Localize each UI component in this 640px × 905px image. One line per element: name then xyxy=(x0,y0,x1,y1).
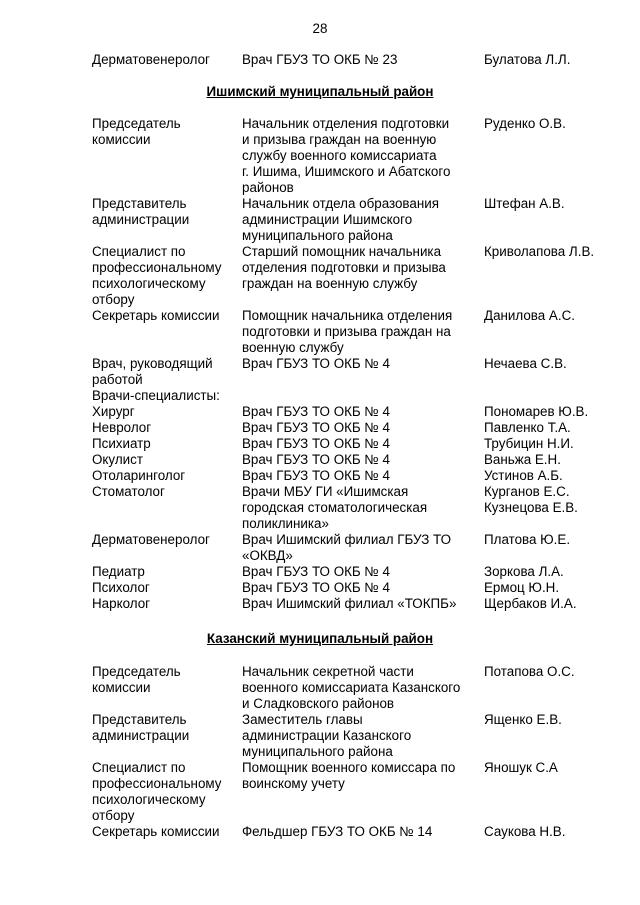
member-role-line: Председатель xyxy=(92,664,181,679)
member-organization-line: и призыва граждан на военную xyxy=(242,132,437,147)
member-role xyxy=(92,116,240,148)
member-name-line: Ермоц Ю.Н. xyxy=(484,580,560,595)
member-organization-line: Фельдшер ГБУЗ ТО ОКБ № 14 xyxy=(242,824,433,839)
member-name xyxy=(484,404,634,420)
member-organization-line: Начальник секретной части xyxy=(242,664,414,679)
member-role-line: Педиатр xyxy=(92,564,145,579)
member-role-line: Хирург xyxy=(92,404,135,419)
member-role-line: профессиональному xyxy=(92,776,222,791)
member-organization-line: Врач Ишимский филиал «ТОКПБ» xyxy=(242,596,457,611)
member-name-line: Щербаков И.А. xyxy=(484,596,577,611)
member-organization-line: отделения подготовки и призыва xyxy=(242,260,446,275)
member-organization-line: подготовки и призыва граждан на xyxy=(242,324,451,339)
member-role-line: Представитель xyxy=(92,712,187,727)
member-role xyxy=(92,52,240,68)
member-role-line: Специалист по xyxy=(92,244,186,259)
member-name xyxy=(484,596,634,612)
member-name xyxy=(484,420,634,436)
member-organization-line: военного комиссариата Казанского xyxy=(242,680,461,695)
member-role xyxy=(92,436,240,452)
member-role-line: Председатель xyxy=(92,116,181,131)
member-name-line: Трубицин Н.И. xyxy=(484,436,574,451)
member-name-line: Булатова Л.Л. xyxy=(484,52,571,67)
member-row xyxy=(0,452,640,468)
member-organization-line: Врач ГБУЗ ТО ОКБ № 4 xyxy=(242,436,390,451)
member-row xyxy=(0,580,640,596)
member-row xyxy=(0,760,640,824)
member-role-line: Дерматовенеролог xyxy=(92,532,210,547)
member-organization xyxy=(242,420,478,436)
member-name-line: Нечаева С.В. xyxy=(484,356,567,371)
member-role-line: Окулист xyxy=(92,452,143,467)
member-organization-line: Врачи МБУ ГИ «Ишимская xyxy=(242,484,409,499)
member-role-line: профессиональному xyxy=(92,260,222,275)
member-name-line: Штефан А.В. xyxy=(484,196,565,211)
member-name-line: Яношук С.А xyxy=(484,760,558,775)
member-name-line: Павленко Т.А. xyxy=(484,420,571,435)
member-organization-line: муниципального района xyxy=(242,228,393,243)
member-row xyxy=(0,484,640,532)
member-organization xyxy=(242,404,478,420)
member-name xyxy=(484,824,634,840)
member-organization xyxy=(242,196,478,244)
member-organization-line: Врач ГБУЗ ТО ОКБ № 4 xyxy=(242,420,390,435)
member-organization-line: воинскому учету xyxy=(242,776,345,791)
member-organization-line: администрации Казанского xyxy=(242,728,412,743)
member-row xyxy=(0,468,640,484)
member-organization-line: граждан на военную службу xyxy=(242,276,418,291)
member-role-line: отбору xyxy=(92,292,135,307)
member-organization-line: Врач ГБУЗ ТО ОКБ № 4 xyxy=(242,580,390,595)
member-role-line: Врачи-специалисты: xyxy=(92,388,220,403)
member-role-line: Секретарь комиссии xyxy=(92,824,220,839)
member-row xyxy=(0,564,640,580)
member-role xyxy=(92,452,240,468)
member-organization xyxy=(242,580,478,596)
member-organization-line: городская стоматологическая xyxy=(242,500,428,515)
member-row xyxy=(0,712,640,760)
member-role xyxy=(92,244,240,308)
member-organization xyxy=(242,760,478,792)
member-role xyxy=(92,356,240,404)
member-organization-line: Помощник военного комиссара по xyxy=(242,760,456,775)
member-name-line: Устинов А.Б. xyxy=(484,468,563,483)
member-role-line: Нарколог xyxy=(92,596,151,611)
member-role xyxy=(92,420,240,436)
member-organization-line: и Сладковского районов xyxy=(242,696,395,711)
member-row xyxy=(0,116,640,196)
member-organization xyxy=(242,664,478,712)
member-organization-line: районов xyxy=(242,180,294,195)
member-row xyxy=(0,824,640,840)
member-organization-line: г. Ишима, Ишимского и Абатского xyxy=(242,164,451,179)
member-name xyxy=(484,436,634,452)
member-role xyxy=(92,404,240,420)
member-name-line: Данилова А.С. xyxy=(484,308,575,323)
member-name-line: Кузнецова Е.В. xyxy=(484,500,578,515)
member-role-line: комиссии xyxy=(92,132,151,147)
member-organization xyxy=(242,356,478,372)
member-role xyxy=(92,196,240,228)
member-row xyxy=(0,196,640,244)
member-role-line: Стоматолог xyxy=(92,484,165,499)
section-heading: Казанский муниципальный район xyxy=(206,631,434,646)
member-organization xyxy=(242,52,478,68)
member-role-line: работой xyxy=(92,372,143,387)
member-name-line: Ваньжа Е.Н. xyxy=(484,452,561,467)
member-name-line: Платова Ю.Е. xyxy=(484,532,571,547)
member-role-line: Дерматовенеролог xyxy=(92,52,210,67)
member-role-line: комиссии xyxy=(92,680,151,695)
member-organization-line: Врач Ишимский филиал ГБУЗ ТО xyxy=(242,532,452,547)
member-organization-line: Начальник отделения подготовки xyxy=(242,116,450,131)
member-row xyxy=(0,420,640,436)
member-role-line: администрации xyxy=(92,212,190,227)
member-organization-line: службу военного комиссариата xyxy=(242,148,437,163)
member-organization xyxy=(242,564,478,580)
member-row xyxy=(0,436,640,452)
member-name xyxy=(484,196,634,212)
member-organization xyxy=(242,824,478,840)
member-role xyxy=(92,596,240,612)
member-organization xyxy=(242,712,478,760)
member-organization xyxy=(242,484,478,532)
member-role xyxy=(92,664,240,696)
member-organization-line: «ОКВД» xyxy=(242,548,293,563)
member-organization xyxy=(242,436,478,452)
member-role-line: Психиатр xyxy=(92,436,151,451)
member-role-line: Отоларинголог xyxy=(92,468,186,483)
member-name xyxy=(484,116,634,132)
member-name xyxy=(484,580,634,596)
member-name-line: Криволапова Л.В. xyxy=(484,244,595,259)
member-role xyxy=(92,824,240,840)
member-role xyxy=(92,712,240,744)
member-organization xyxy=(242,116,478,196)
member-role-line: Невролог xyxy=(92,420,152,435)
member-role xyxy=(92,564,240,580)
member-role xyxy=(92,760,240,824)
member-organization-line: администрации Ишимского xyxy=(242,212,413,227)
member-name xyxy=(484,244,634,260)
member-role xyxy=(92,484,240,500)
member-organization-line: Врач ГБУЗ ТО ОКБ № 23 xyxy=(242,52,398,67)
member-organization-line: Врач ГБУЗ ТО ОКБ № 4 xyxy=(242,468,390,483)
member-row xyxy=(0,308,640,356)
member-organization-line: Старший помощник начальника xyxy=(242,244,442,259)
member-name xyxy=(484,468,634,484)
member-role xyxy=(92,580,240,596)
member-row xyxy=(0,356,640,404)
member-name-line: Руденко О.В. xyxy=(484,116,566,131)
member-role xyxy=(92,308,240,324)
member-row xyxy=(0,52,640,68)
member-role-line: психологическому xyxy=(92,276,206,291)
member-role xyxy=(92,532,240,548)
member-organization-line: военную службу xyxy=(242,340,344,355)
member-row xyxy=(0,244,640,308)
member-name xyxy=(484,452,634,468)
member-organization-line: муниципального района xyxy=(242,744,393,759)
member-row xyxy=(0,596,640,612)
member-organization xyxy=(242,532,478,564)
member-organization-line: Врач ГБУЗ ТО ОКБ № 4 xyxy=(242,404,390,419)
member-organization-line: Врач ГБУЗ ТО ОКБ № 4 xyxy=(242,356,390,371)
member-name-line: Зоркова Л.А. xyxy=(484,564,564,579)
member-organization xyxy=(242,244,478,292)
member-organization xyxy=(242,596,478,612)
member-role-line: Психолог xyxy=(92,580,150,595)
member-name xyxy=(484,712,634,728)
section-heading: Ишимский муниципальный район xyxy=(206,84,434,99)
member-organization xyxy=(242,468,478,484)
member-organization-line: Начальник отдела образования xyxy=(242,196,439,211)
member-row xyxy=(0,664,640,712)
member-row xyxy=(0,532,640,564)
member-role-line: Врач, руководящий xyxy=(92,356,213,371)
member-name-line: Потапова О.С. xyxy=(484,664,575,679)
member-name xyxy=(484,308,634,324)
member-role-line: Представитель xyxy=(92,196,187,211)
member-role-line: Специалист по xyxy=(92,760,186,775)
member-name xyxy=(484,532,634,548)
member-name xyxy=(484,52,634,68)
page-number: 28 xyxy=(312,21,328,36)
member-name-line: Пономарев Ю.В. xyxy=(484,404,589,419)
member-organization xyxy=(242,452,478,468)
member-row xyxy=(0,404,640,420)
member-organization-line: Врач ГБУЗ ТО ОКБ № 4 xyxy=(242,564,390,579)
member-name xyxy=(484,484,634,516)
member-role-line: администрации xyxy=(92,728,190,743)
member-organization xyxy=(242,308,478,356)
member-name xyxy=(484,356,634,372)
member-organization-line: поликлиника» xyxy=(242,516,329,531)
member-name-line: Саукова Н.В. xyxy=(484,824,566,839)
member-name xyxy=(484,760,634,776)
member-name xyxy=(484,664,634,680)
member-name-line: Ященко Е.В. xyxy=(484,712,562,727)
member-role-line: Секретарь комиссии xyxy=(92,308,220,323)
member-name-line: Курганов Е.С. xyxy=(484,484,570,499)
member-role-line: отбору xyxy=(92,808,135,823)
member-name xyxy=(484,564,634,580)
member-role-line: психологическому xyxy=(92,792,206,807)
member-organization-line: Заместитель главы xyxy=(242,712,363,727)
member-organization-line: Врач ГБУЗ ТО ОКБ № 4 xyxy=(242,452,390,467)
member-organization-line: Помощник начальника отделения xyxy=(242,308,453,323)
member-role xyxy=(92,468,240,484)
